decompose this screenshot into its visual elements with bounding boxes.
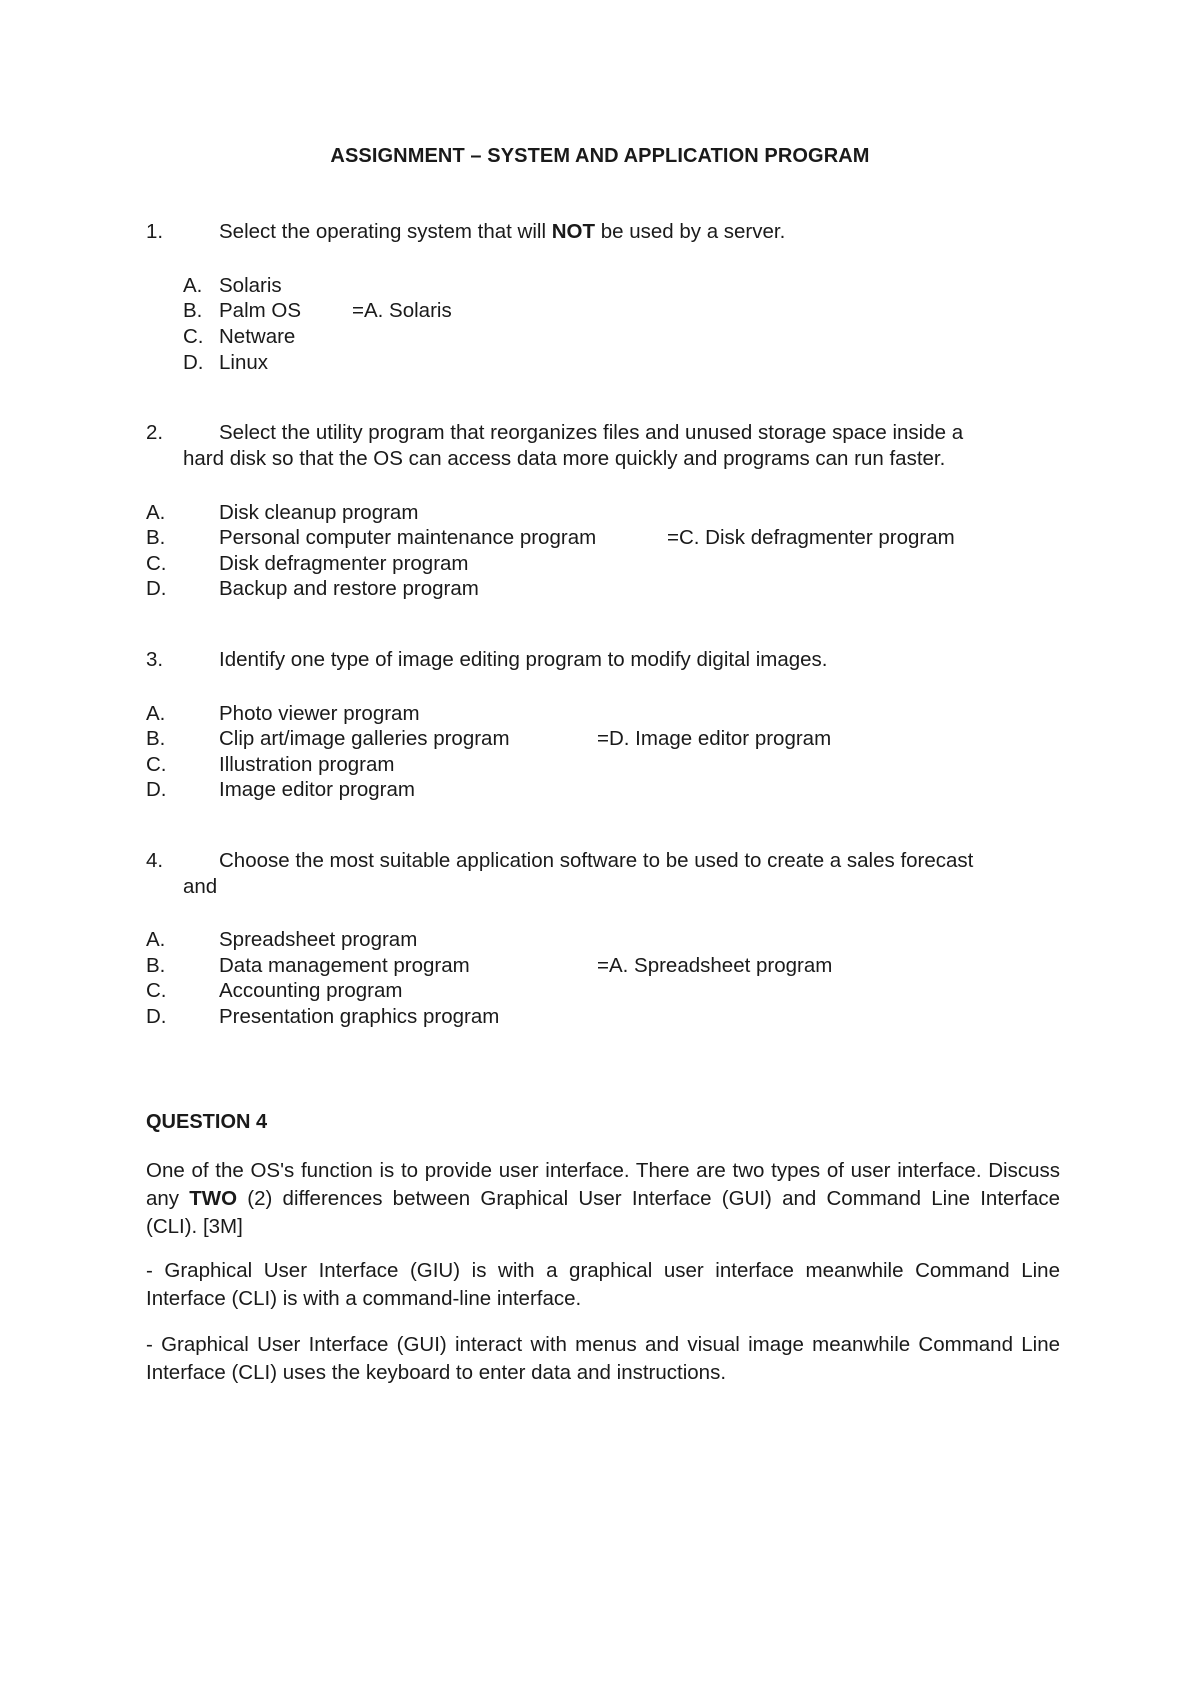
q4-option-a-text: Spreadsheet program	[219, 928, 418, 951]
q1-option-d-letter: D.	[183, 351, 204, 374]
q1-option-b-text: Palm OS	[219, 299, 302, 322]
q3-option-b-text: Clip art/image galleries program	[219, 727, 510, 750]
q4-option-d-letter: D.	[146, 1005, 167, 1028]
page-title: ASSIGNMENT – SYSTEM AND APPLICATION PROGRAM	[330, 145, 870, 167]
q2-option-d-text: Backup and restore program	[219, 577, 479, 600]
question-2-text-line2: hard disk so that the OS can access data more quickly and programs can run faster.	[183, 447, 946, 470]
q2-option-b-text: Personal computer maintenance program	[219, 526, 597, 549]
question-3-number: 3.	[146, 648, 164, 671]
q4-option-c-text: Accounting program	[219, 979, 403, 1002]
q3-option-a-text: Photo viewer program	[219, 702, 420, 725]
q4-option-d-text: Presentation graphics program	[219, 1005, 500, 1028]
q2-option-c-text: Disk defragmenter program	[219, 552, 469, 575]
question-3-text: Identify one type of image editing program to modify digital images.	[219, 648, 828, 671]
q4-option-c-letter: C.	[146, 979, 167, 1002]
q1-option-a-text: Solaris	[219, 274, 282, 297]
q2-option-a-letter: A.	[146, 501, 166, 524]
question-4-intro: One of the OS's function is to provide user interface. There are two types of user interface. Discuss any TWO (2) differences between Graphical User Interface (GUI) and Command Line Interface (CLI). [3M]	[146, 1159, 1061, 1238]
q1-option-d-text: Linux	[219, 351, 269, 374]
q1-option-a-letter: A.	[183, 274, 203, 297]
question-4-heading: QUESTION 4	[146, 1111, 268, 1133]
question-1-number: 1.	[146, 220, 164, 243]
question-1-text: Select the operating system that will NOT be used by a server.	[219, 220, 786, 243]
q2-option-d-letter: D.	[146, 577, 167, 600]
q1-option-c-text: Netware	[219, 325, 296, 348]
question-4-answer-1: - Graphical User Interface (GIU) is with a graphical user interface meanwhile Command Line Interface (CLI) is with a command-line interface.	[146, 1259, 1060, 1310]
q2-option-a-text: Disk cleanup program	[219, 501, 419, 524]
q4-option-b-text: Data management program	[219, 954, 470, 977]
question-4-number: 4.	[146, 849, 164, 872]
q3-answer: =D. Image editor program	[597, 727, 832, 750]
q4-option-b-letter: B.	[146, 954, 166, 977]
question-4-text-line2: and	[183, 875, 218, 898]
q2-answer: =C. Disk defragmenter program	[667, 526, 955, 549]
question-4-text-line1: Choose the most suitable application software to be used to create a sales forecast	[219, 849, 974, 872]
q3-option-b-letter: B.	[146, 727, 166, 750]
q1-option-c-letter: C.	[183, 325, 204, 348]
q2-option-c-letter: C.	[146, 552, 167, 575]
question-2-text-line1: Select the utility program that reorganizes files and unused storage space inside a	[219, 421, 964, 444]
q2-option-b-letter: B.	[146, 526, 166, 549]
q3-option-a-letter: A.	[146, 702, 166, 725]
q3-option-d-text: Image editor program	[219, 778, 415, 801]
q1-answer: =A. Solaris	[352, 299, 452, 322]
question-2-number: 2.	[146, 421, 164, 444]
q1-option-b-letter: B.	[183, 299, 203, 322]
q3-option-c-text: Illustration program	[219, 753, 395, 776]
q3-option-d-letter: D.	[146, 778, 167, 801]
q3-option-c-letter: C.	[146, 753, 167, 776]
q4-option-a-letter: A.	[146, 928, 166, 951]
question-4-answer-2: - Graphical User Interface (GUI) interact with menus and visual image meanwhile Command Line Interface (CLI) uses the keyboard to enter data and instructions.	[146, 1333, 1060, 1384]
q4-answer: =A. Spreadsheet program	[597, 954, 833, 977]
